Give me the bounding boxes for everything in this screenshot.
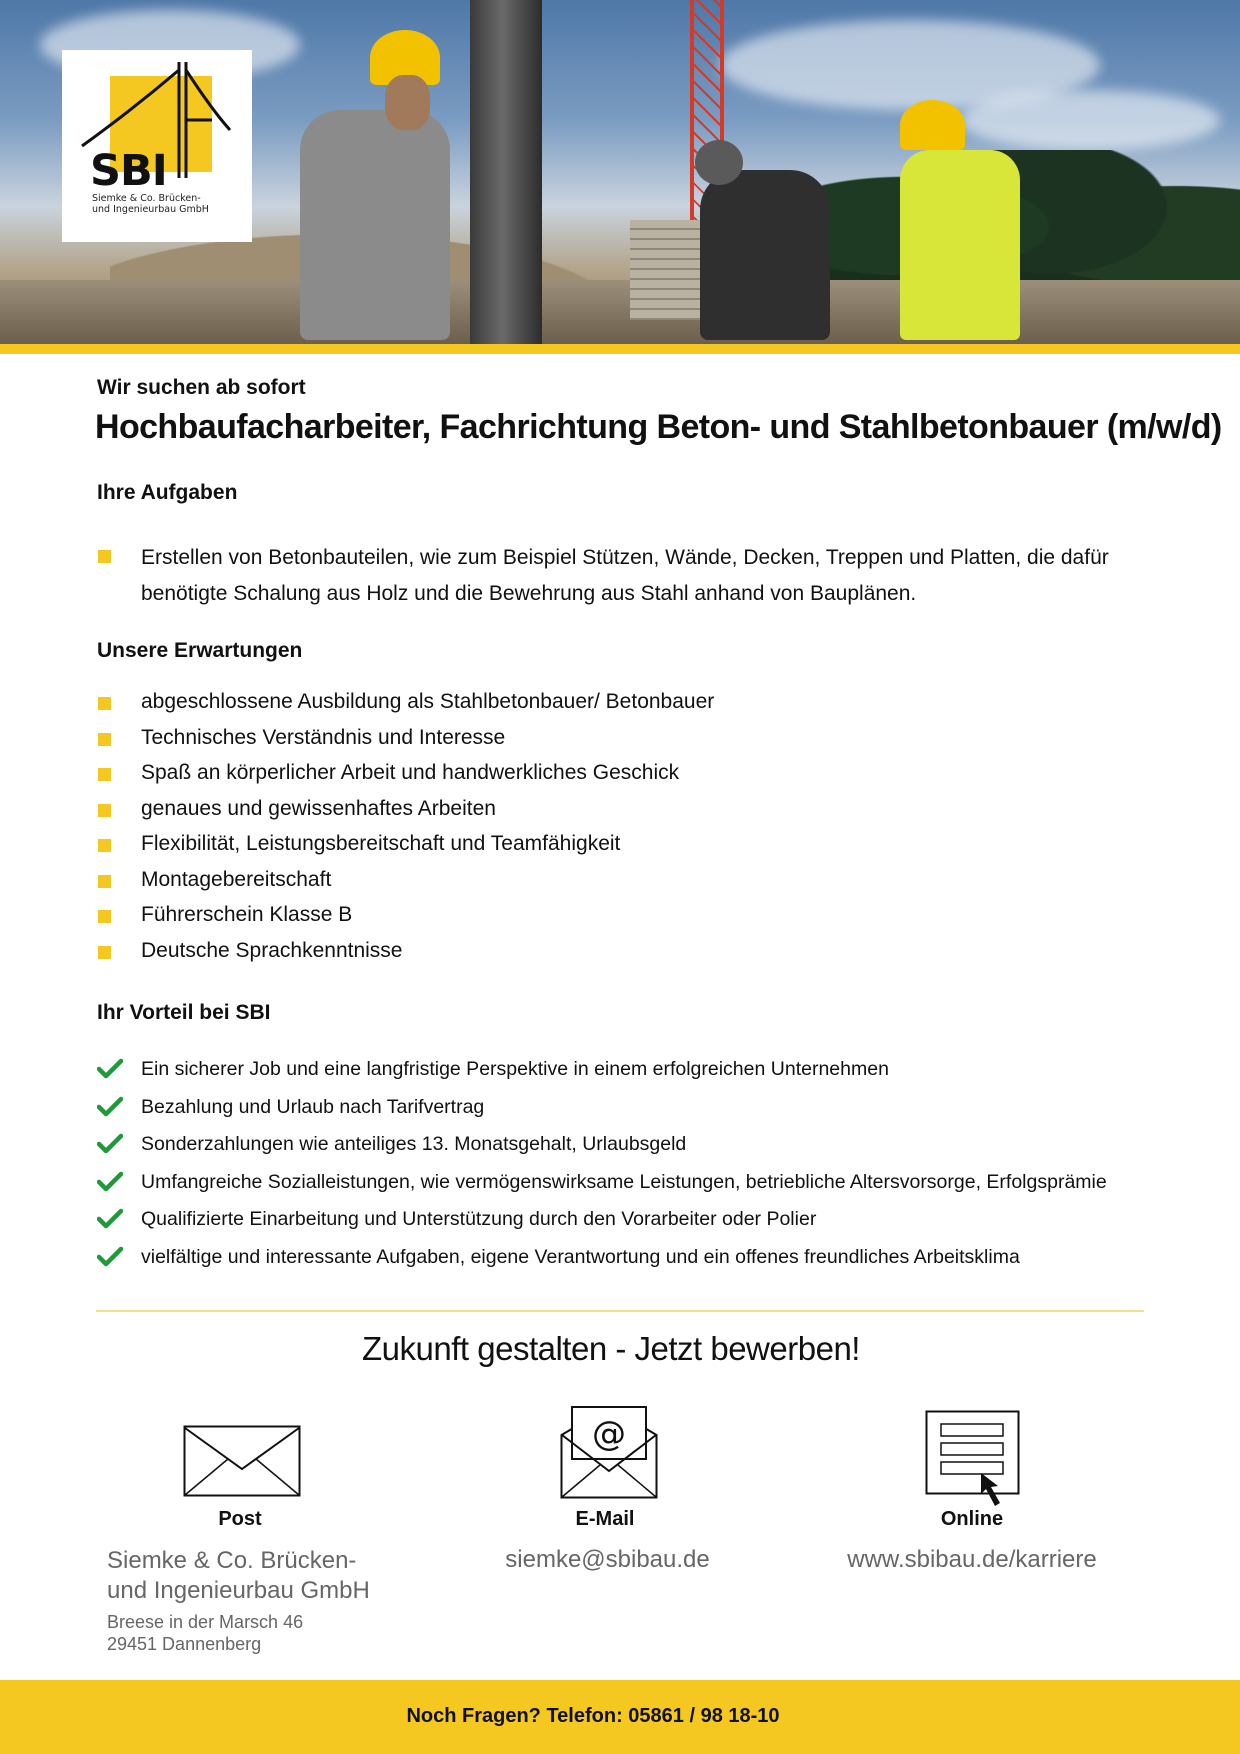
envelope-icon	[183, 1425, 301, 1497]
list-item: Ein sicherer Job und eine langfristige Perspektive in einem erfolgreichen Unternehmen	[97, 1056, 1107, 1094]
list-item: Qualifizierte Einarbeitung und Unterstützung durch den Vorarbeiter oder Polier	[97, 1206, 1107, 1244]
online-form-cursor-icon	[925, 1410, 1025, 1510]
list-item: genaues und gewissenhaftes Arbeiten	[97, 796, 714, 832]
call-to-action: Zukunft gestalten - Jetzt bewerben!	[362, 1330, 860, 1367]
list-item: Bezahlung und Urlaub nach Tarifvertrag	[97, 1094, 1107, 1132]
list-item: Führerschein Klasse B	[97, 902, 714, 938]
contact-email-label: E-Mail	[575, 1508, 635, 1530]
checkmark-icon	[97, 1096, 123, 1118]
bullet-square-icon	[98, 550, 111, 563]
logo-letters: SBI	[90, 146, 167, 196]
list-item: Umfangreiche Sozialleistungen, wie vermögenswirksame Leistungen, betriebliche Altersvorsorge, Erfolgsprämie	[97, 1169, 1107, 1207]
list-item: Sonderzahlungen wie anteiliges 13. Monatsgehalt, Urlaubsgeld	[97, 1131, 1107, 1169]
list-item: Flexibilität, Leistungsbereitschaft und Teamfähigkeit	[97, 831, 714, 867]
checkmark-icon	[97, 1171, 123, 1193]
company-logo	[62, 50, 252, 242]
bullet-square-icon	[98, 946, 111, 959]
contact-online	[892, 1508, 1052, 1531]
bullet-square-icon	[98, 697, 111, 710]
bullet-square-icon	[98, 839, 111, 852]
section-title-tasks: Ihre Aufgaben	[97, 481, 238, 504]
section-title-expectations: Unsere Erwartungen	[97, 639, 303, 662]
contact-online-url[interactable]: www.sbibau.de/karriere	[847, 1546, 1097, 1573]
list-item: Deutsche Sprachkenntnisse	[97, 938, 714, 974]
bullet-square-icon	[98, 733, 111, 746]
checkmark-icon	[97, 1208, 123, 1230]
kicker: Wir suchen ab sofort	[97, 376, 306, 399]
task-text: Erstellen von Betonbauteilen, wie zum Beispiel Stützen, Wände, Decken, Treppen und Platten, die dafür benötigte Schalung aus Holz und die Bewehrung aus Stahl anhand von Bauplänen.	[141, 546, 1109, 605]
list-item	[97, 540, 1137, 612]
section-divider	[96, 1310, 1144, 1312]
tasks-list	[97, 540, 1137, 612]
contact-post-company: Siemke & Co. Brücken- und Ingenieurbau GmbH	[107, 1547, 370, 1604]
contact-email	[525, 1508, 685, 1531]
email-envelope-at-icon	[560, 1405, 658, 1499]
list-item: Technisches Verständnis und Interesse	[97, 725, 714, 761]
header-accent-bar	[0, 344, 1240, 354]
benefits-list	[97, 1056, 1107, 1281]
footer-bar	[0, 1680, 1240, 1754]
bullet-square-icon	[98, 910, 111, 923]
svg-text:@: @	[592, 1414, 626, 1454]
expectations-list	[97, 689, 714, 973]
list-item: Montagebereitschaft	[97, 867, 714, 903]
contact-post	[160, 1508, 320, 1531]
logo-company-name: Siemke & Co. Brücken- und Ingenieurbau GmbH	[92, 193, 209, 215]
checkmark-icon	[97, 1246, 123, 1268]
checkmark-icon	[97, 1058, 123, 1080]
bullet-square-icon	[98, 875, 111, 888]
checkmark-icon	[97, 1133, 123, 1155]
footer-phone: Noch Fragen? Telefon: 05861 / 98 18-10	[406, 1705, 780, 1727]
contact-post-address: Breese in der Marsch 46 29451 Dannenberg	[107, 1612, 304, 1654]
contact-email-address[interactable]: siemke@sbibau.de	[505, 1546, 710, 1573]
bullet-square-icon	[98, 804, 111, 817]
contact-online-label: Online	[940, 1508, 1004, 1530]
bullet-square-icon	[98, 768, 111, 781]
contact-post-label: Post	[218, 1508, 262, 1530]
list-item: abgeschlossene Ausbildung als Stahlbetonbauer/ Betonbauer	[97, 689, 714, 725]
list-item: vielfältige und interessante Aufgaben, eigene Verantwortung und ein offenes freundliches Arbeitsklima	[97, 1244, 1107, 1282]
job-title: Hochbaufacharbeiter, Fachrichtung Beton- und Stahlbetonbauer (m/w/d)	[95, 408, 1222, 446]
section-title-benefits: Ihr Vorteil bei SBI	[97, 1001, 271, 1024]
list-item: Spaß an körperlicher Arbeit und handwerkliches Geschick	[97, 760, 714, 796]
